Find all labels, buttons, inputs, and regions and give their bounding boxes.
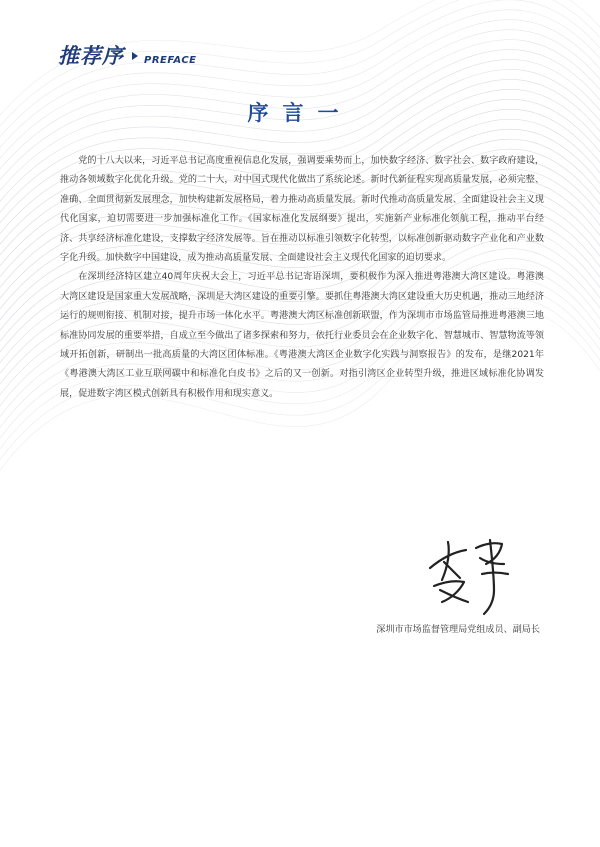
page-title: 序言一 [247, 101, 353, 125]
handwritten-signature [420, 528, 530, 618]
paragraph: 党的十八大以来，习近平总书记高度重视信息化发展，强调要乘势而上，加快数字经济、数字社会、数字政府建设，推动各领域数字化优化升级。党的二十大，对中国式现代化做出了系统论述。新时代新征程实现高质量发展，必须完整、准确、全面贯彻新发展理念，加快构建新发展格局，着力推动高质量发展。新时代推动高质量发展、全面建设社会主义现代化国家，迫切需要进一步加强标准化工作。《国家标准化发展纲要》提出，实施新产业标准化领航工程，推动平台经济、共享经济标准化建设，支撑数字经济发展等。旨在推动以标准引领数字化转型，以标准创新驱动数字产业化和产业数字化升级。加快数字中国建设，成为推动高质量发展、全面建设社会主义现代化国家的迫切要求。 [60, 156, 544, 264]
section-title-en: PREFACE [144, 55, 197, 66]
arrow-right-icon [132, 52, 138, 60]
section-title: 推荐序 [58, 44, 124, 68]
paragraph: 在深圳经济特区建立40周年庆祝大会上，习近平总书记寄语深圳，要积极作为深入推进粤港澳大湾区建设。粤港澳大湾区建设是国家重大发展战略，深圳是大湾区建设的重要引擎。要抓住粤港澳大湾区建设重大历史机遇，推动三地经济运行的规则衔接、机制对接，提升市场一体化水平。粤港澳大湾区标准创新联盟，作为深圳市市场监管局推进粤港澳三地标准协同发展的重要举措，自成立至今做出了诸多探索和努力，依托行业委员会在企业数字化、智慧城市、智慧物流等领域开拓创新，研制出一批高质量的大湾区团体标准。《粤港澳大湾区企业数字化实践与洞察报告》的发布，是继2021年《粤港澳大湾区工业互联网碳中和标准化白皮书》之后的又一创新。对指引湾区企业转型升级，推进区域标准化协调发展，促进数字湾区模式创新具有积极作用和现实意义。 [60, 272, 544, 399]
preface-body [60, 152, 544, 404]
signature-caption: 深圳市市场监督管理局党组成员、副局长 [376, 625, 540, 635]
wave-line [0, 0, 600, 151]
section-header [58, 40, 197, 70]
wave-line [0, 10, 600, 173]
wave-line [0, 0, 600, 162]
